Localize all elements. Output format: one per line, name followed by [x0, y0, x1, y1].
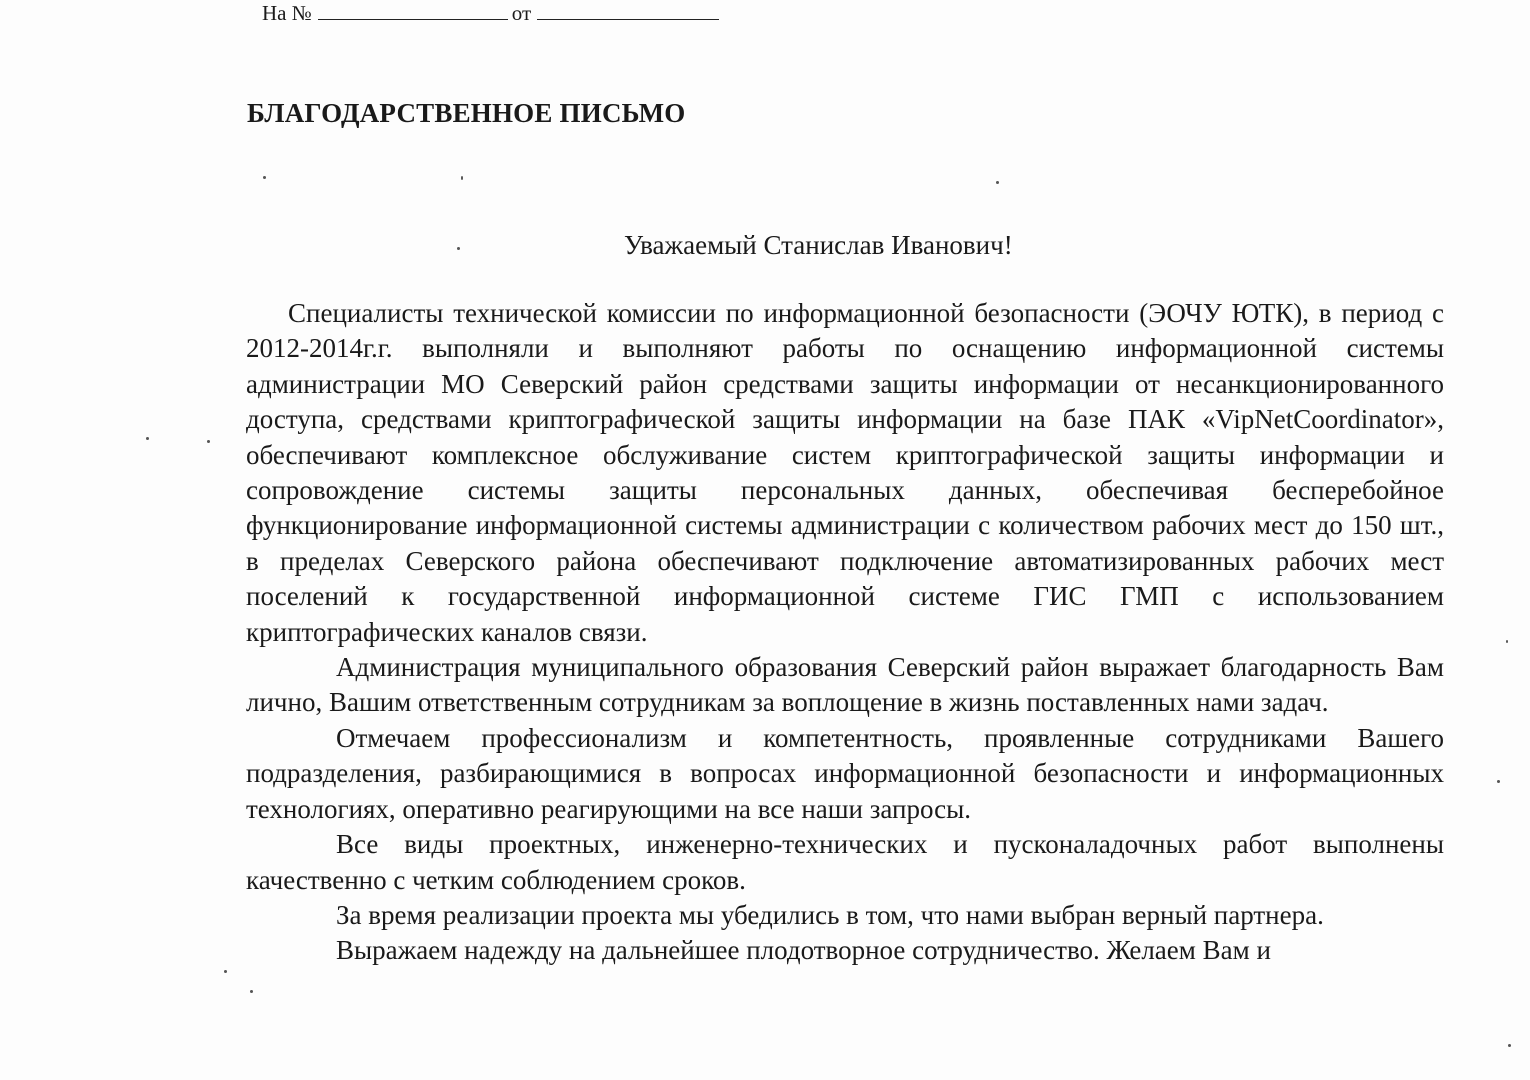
scan-speck [457, 247, 460, 250]
scan-speck [1497, 780, 1500, 783]
scan-speck [461, 176, 463, 180]
scan-speck [263, 176, 266, 179]
reference-date-label: от [511, 1, 532, 25]
scan-speck [250, 990, 253, 993]
reference-line [262, 0, 719, 26]
scan-speck [996, 181, 999, 184]
reference-number-blank [318, 1, 508, 20]
paragraph-4: Все виды проектных, инженерно-технических и пусконаладочных работ выполнены качественно с четким соблюдением сроков. [246, 829, 1444, 895]
scan-speck [1506, 640, 1508, 643]
letter-title: БЛАГОДАРСТВЕННОЕ ПИСЬМО [247, 98, 686, 128]
reference-number-label: На № [262, 1, 312, 25]
scan-speck [146, 437, 149, 440]
paragraph-3: Отмечаем профессионализм и компетентность, проявленные сотрудниками Вашего подразделения, разбирающимися в вопросах информационной безопасности и информационных технологиях, оперативно реагирующими на все наши запросы. [246, 722, 1444, 824]
letter-body [246, 296, 1444, 969]
reference-date-blank [537, 1, 719, 20]
scan-speck [224, 970, 227, 973]
salutation: Уважаемый Станислав Иванович! [624, 230, 1013, 260]
scan-speck [1508, 1044, 1511, 1047]
paragraph-1: Специалисты технической комиссии по информационной безопасности (ЭОЧУ ЮТК), в период с 2012-2014г.г. выполняли и выполняют работы по оснащению информационной системы администрации МО Северский район средствами защиты информации от несанкционированного доступа, средствами криптографической защиты информации на базе ПАК «VipNetCoordinator», обеспечивают комплексное обслуживание систем криптографической защиты информации и сопровождение системы защиты персональных данных, обеспечивая бесперебойное функционирование информационной системы администрации с количеством рабочих мест до 150 шт., в пределах Северского района обеспечивают подключение автоматизированных рабочих мест поселений к государственной информационной системе ГИС ГМП с использованием криптографических каналов связи. [246, 298, 1444, 647]
scan-speck [207, 440, 210, 443]
paragraph-5: За время реализации проекта мы убедились в том, что нами выбран верный партнера. [336, 899, 1324, 930]
paragraph-2: Администрация муниципального образования Северский район выражает благодарность Вам лично, Вашим ответственным сотрудникам за воплощение в жизнь поставленных нами задач. [246, 652, 1444, 718]
paragraph-6: Выражаем надежду на дальнейшее плодотворное сотрудничество. Желаем Вам и [336, 935, 1271, 966]
